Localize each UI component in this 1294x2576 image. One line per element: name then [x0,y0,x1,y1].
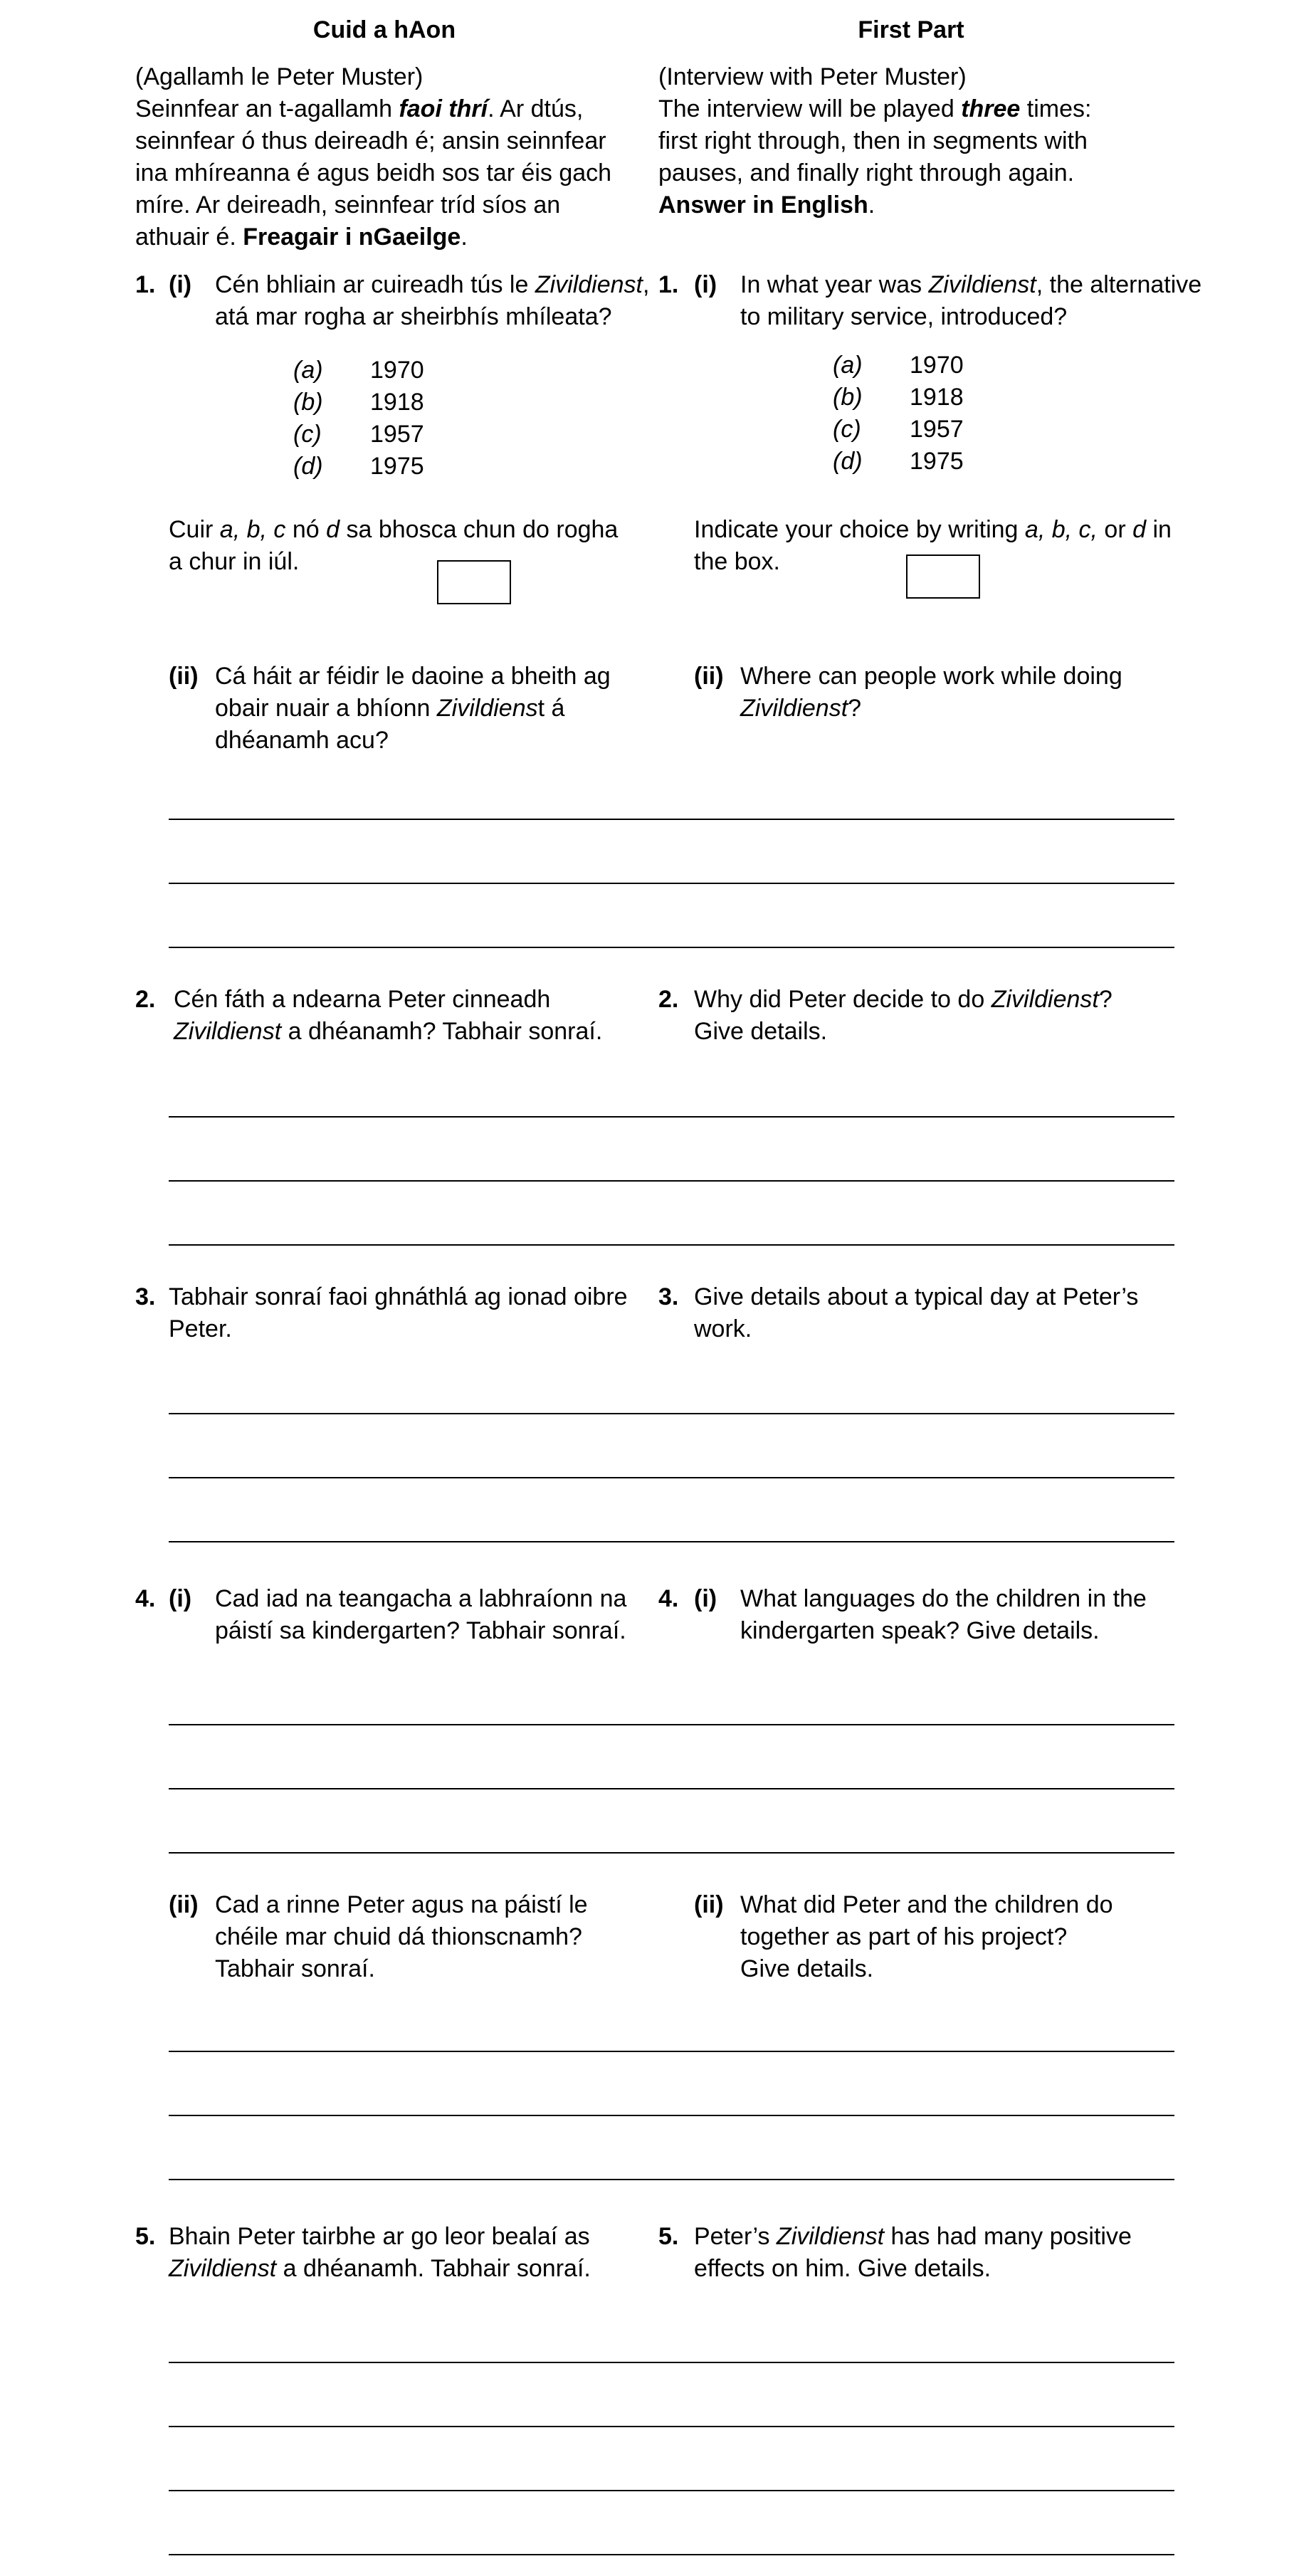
answer-line[interactable] [169,1852,1174,1854]
irish-q4-part: (i) [169,1585,192,1612]
english-q4-line: What languages do the children in the [740,1585,1147,1612]
english-q2-line: Give details. [694,1018,828,1045]
irish-q1ii-part: (ii) [169,663,199,690]
english-q4ii-part: (ii) [694,1891,724,1918]
english-q3-line: work. [694,1315,752,1342]
irish-q4ii-line: chéile mar chuid dá thionscnamh? [215,1923,582,1950]
english-q4ii-line: Give details. [740,1955,874,1982]
answer-line[interactable] [169,2179,1174,2180]
english-q1-number: 1. [658,271,679,298]
irish-q4ii-line: Cad a rinne Peter agus na páistí le [215,1891,588,1918]
irish-q1-text [215,269,649,333]
irish-q3-number: 3. [135,1283,156,1310]
english-q3-text [694,1281,1138,1345]
english-intro-line: first right through, then in segments with [658,127,1088,154]
irish-intro-line: (Agallamh le Peter Muster) [135,63,424,90]
english-q5-text [694,2221,1132,2285]
answer-line[interactable] [169,2426,1174,2427]
irish-choice-instruction [169,514,618,578]
irish-q5-number: 5. [135,2223,156,2250]
english-q2-number: 2. [658,986,679,1013]
irish-q3-line: Tabhair sonraí faoi ghnáthlá ag ionad oibre [169,1283,628,1310]
english-intro-line: The interview will be played three times: [658,95,1092,122]
answer-line[interactable] [169,947,1174,948]
answer-line[interactable] [169,2554,1174,2555]
english-q1ii-part: (ii) [694,663,724,690]
english-q1-line: In what year was Zivildienst, the alternative [740,271,1202,298]
english-intro-line: Answer in English. [658,191,875,219]
english-intro-line: (Interview with Peter Muster) [658,63,967,90]
english-q1-part: (i) [694,271,717,298]
irish-q3-text [169,1281,628,1345]
english-q4ii-line: together as part of his project? [740,1923,1068,1950]
irish-q4-text [215,1583,626,1647]
irish-title: Cuid a hAon [312,16,456,43]
english-q1-text [740,269,1201,333]
english-q4ii-text [740,1889,1113,1985]
irish-q1ii-text [215,661,611,757]
answer-line[interactable] [169,1541,1174,1542]
irish-q2-line: Cén fáth a ndearna Peter cinneadh [174,986,551,1013]
english-q4ii-line: What did Peter and the children do [740,1891,1113,1918]
english-answer-box[interactable] [906,554,980,599]
irish-intro-line: míre. Ar deireadh, seinnfear tríd síos an [135,191,561,219]
irish-q2-text [174,984,602,1048]
english-q4-line: kindergarten speak? Give details. [740,1617,1100,1644]
english-choice-line: the box. [694,548,780,575]
irish-q5-text [169,2221,591,2285]
answer-line[interactable] [169,1413,1174,1414]
irish-intro-line: ina mhíreanna é agus beidh sos tar éis gach [135,159,612,186]
irish-q1ii-line: obair nuair a bhíonn Zivildienst á [215,695,565,722]
answer-line[interactable] [169,1724,1174,1725]
answer-line[interactable] [169,1788,1174,1789]
english-q4-part: (i) [694,1585,717,1612]
irish-q3-line: Peter. [169,1315,232,1342]
answer-line[interactable] [169,1244,1174,1246]
irish-q4ii-line: Tabhair sonraí. [215,1955,375,1982]
answer-line[interactable] [169,2362,1174,2363]
english-title: First Part [858,16,964,43]
irish-intro-line: athuair é. Freagair i nGaeilge. [135,224,468,251]
irish-q2-number: 2. [135,986,156,1013]
irish-q4-line: páistí sa kindergarten? Tabhair sonraí. [215,1617,626,1644]
irish-q1ii-line: dhéanamh acu? [215,727,389,754]
english-q1ii-text [740,661,1122,725]
english-choice-line: Indicate your choice by writing a, b, c, or d in [694,516,1172,543]
irish-q4-number: 4. [135,1585,156,1612]
answer-line[interactable] [169,2051,1174,2052]
irish-q1-number: 1. [135,271,156,298]
english-q1ii-line: Where can people work while doing [740,663,1122,690]
english-q5-line: effects on him. Give details. [694,2255,991,2282]
irish-choice-line: a chur in iúl. [169,548,300,575]
answer-line[interactable] [169,819,1174,820]
irish-q1-line: Cén bhliain ar cuireadh tús le Zivildienst, [215,271,650,298]
irish-answer-box[interactable] [437,560,511,604]
english-q4-number: 4. [658,1585,679,1612]
irish-intro-line: seinnfear ó thus deireadh é; ansin seinnfear [135,127,606,154]
answer-line[interactable] [169,2490,1174,2491]
english-q3-line: Give details about a typical day at Peter’s [694,1283,1139,1310]
irish-q2-line: Zivildienst a dhéanamh? Tabhair sonraí. [174,1018,603,1045]
english-q2-text [694,984,1112,1048]
english-q5-number: 5. [658,2223,679,2250]
answer-line[interactable] [169,1116,1174,1118]
english-q2-line: Why did Peter decide to do Zivildienst? [694,986,1112,1013]
irish-q4-line: Cad iad na teangacha a labhraíonn na [215,1585,627,1612]
irish-q4ii-part: (ii) [169,1891,199,1918]
answer-line[interactable] [169,1477,1174,1478]
irish-intro-line: Seinnfear an t-agallamh faoi thrí. Ar dtús, [135,95,584,122]
english-intro [658,61,1091,221]
irish-choice-line: Cuir a, b, c nó d sa bhosca chun do rogha [169,516,619,543]
english-q5-line: Peter’s Zivildienst has had many positive [694,2223,1132,2250]
irish-q1ii-line: Cá háit ar féidir le daoine a bheith ag [215,663,611,690]
irish-q1-part: (i) [169,271,192,298]
answer-line[interactable] [169,1180,1174,1182]
irish-q5-line: Bhain Peter tairbhe ar go leor bealaí as [169,2223,590,2250]
answer-line[interactable] [169,883,1174,884]
irish-q5-line: Zivildienst a dhéanamh. Tabhair sonraí. [169,2255,591,2282]
english-intro-line: pauses, and finally right through again. [658,159,1075,186]
english-q1-line: to military service, introduced? [740,303,1068,330]
irish-intro [135,61,611,253]
english-q4-text [740,1583,1147,1647]
english-q1ii-line: Zivildienst? [740,695,862,722]
english-q3-number: 3. [658,1283,679,1310]
answer-line[interactable] [169,2115,1174,2116]
irish-q1-line: atá mar rogha ar sheirbhís mhíleata? [215,303,612,330]
irish-q4ii-text [215,1889,588,1985]
